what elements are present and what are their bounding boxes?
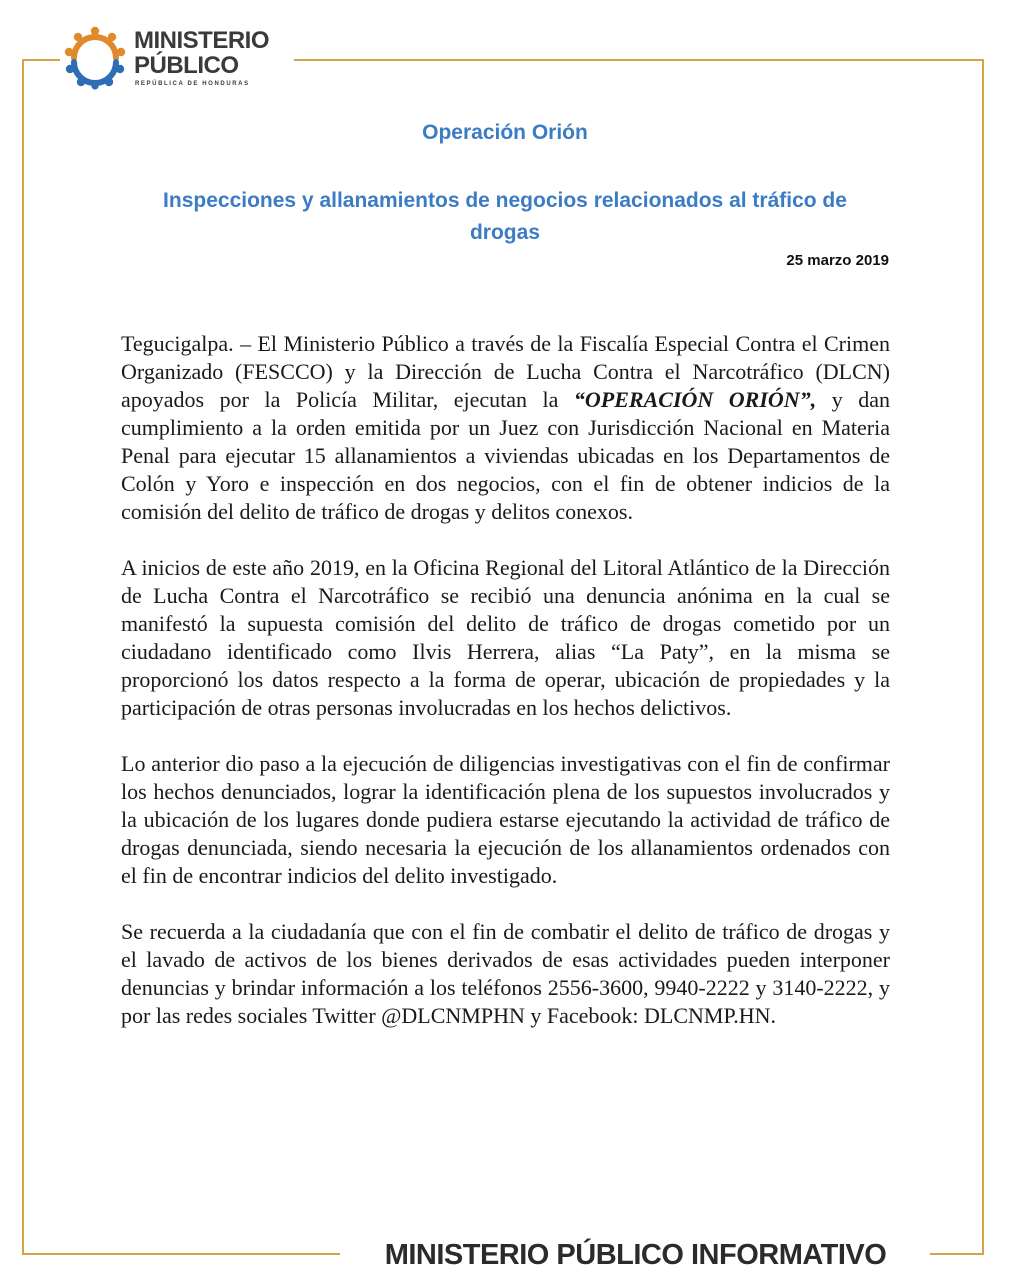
- ministerio-publico-logo: [60, 22, 292, 94]
- paragraph-1-rest: y dan cumplimiento a la orden emitida por un Juez con Jurisdicción Nacional en Materia Penal para ejecutar 15 allanamientos a viviendas ubicadas en los Departamentos de Colón y Yoro e inspección en dos negocios, con el fin de obtener indicios de la comisión del delito de tráfico de drogas y delitos conexos.: [121, 387, 891, 524]
- frame-border-left: [22, 59, 24, 1255]
- paragraph-1: [121, 330, 890, 526]
- document-title: Operación Orión: [422, 121, 588, 144]
- frame-border-top-left: [22, 59, 60, 61]
- logo-wordmark-line2: PÚBLICO: [134, 52, 239, 79]
- frame-border-top-right: [294, 59, 984, 61]
- logo-subtitle: REPÚBLICA DE HONDURAS: [135, 81, 250, 87]
- frame-border-bottom-left: [22, 1253, 340, 1255]
- frame-border-bottom-right: [930, 1253, 984, 1255]
- document-body: [121, 330, 890, 1058]
- paragraph-2: A inicios de este año 2019, en la Oficina Regional del Litoral Atlántico de la Dirección de Lucha Contra el Narcotráfico se recibió una denuncia anónima en la cual se manifestó la supuesta comisión del delito de tráfico de drogas cometido por un ciudadano identificado como Ilvis Herrera, alias “La Paty”, en la misma se proporcionó los datos respecto a la forma de operar, ubicación de propiedades y la participación de otras personas involucradas en los hechos delictivos.: [121, 555, 890, 720]
- logo-wordmark-line1: MINISTERIO: [134, 27, 270, 54]
- footer-banner: MINISTERIO PÚBLICO INFORMATIVO: [343, 1233, 928, 1277]
- frame-border-right: [982, 59, 984, 1255]
- document-subtitle: Inspecciones y allanamientos de negocios relacionados al tráfico de drogas: [163, 189, 847, 244]
- operation-name-emphasis: “OPERACIÓN ORIÓN”,: [573, 387, 817, 412]
- people-circle-logo-icon: [62, 24, 128, 90]
- paragraph-3: Lo anterior dio paso a la ejecución de diligencias investigativas con el fin de confirmar los hechos denunciados, lograr la identificación plena de los supuestos involucrados y la ubicación de los lugares donde pudiera estarse ejecutando la actividad de tráfico de drogas denunciada, siendo necesaria la ejecución de los allanamientos ordenados con el fin de encontrar indicios del delito investigado.: [121, 751, 890, 888]
- document-date: 25 marzo 2019: [786, 252, 889, 269]
- paragraph-4: Se recuerda a la ciudadanía que con el fin de combatir el delito de tráfico de drogas y el lavado de activos de los bienes derivados de esas actividades pueden interponer denuncias y brindar información a los teléfonos 2556-3600, 9940-2222 y 3140-2222, y por las redes sociales Twitter @DLCNMPHN y Facebook: DLCNMP.HN.: [121, 919, 890, 1028]
- paragraph-1-intro: Tegucigalpa. – El Ministerio Público a través de la Fiscalía Especial Contra el Crimen Organizado (FESCCO) y la Dirección de Lucha Contra el Narcotráfico (DLCN) apoyados por la Policía Militar, ejecutan la: [121, 331, 890, 412]
